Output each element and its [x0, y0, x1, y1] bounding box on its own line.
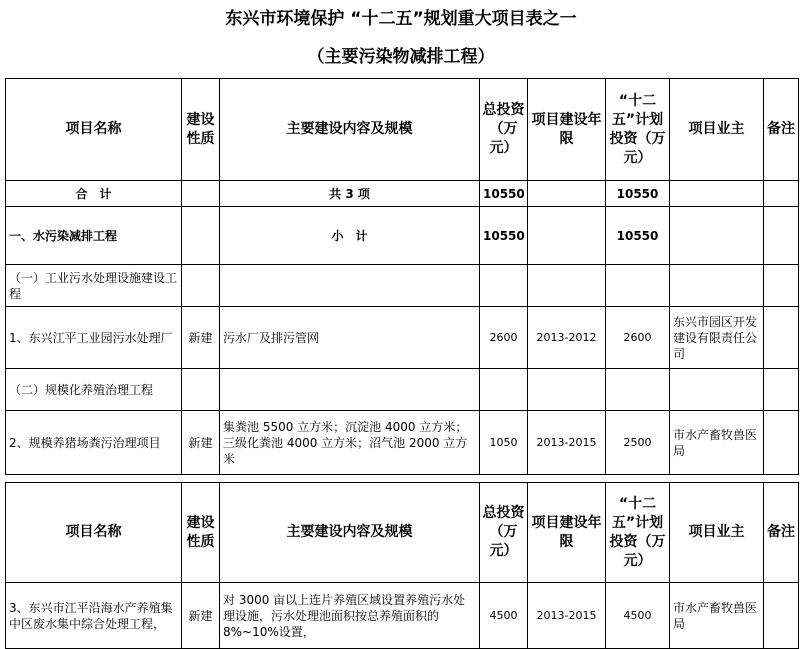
project-owner: 市水产畜牧兽医局: [670, 583, 764, 649]
project-owner: 东兴市园区开发建设有限责任公司: [670, 307, 764, 369]
project-name: 2、规模养猪场粪污治理项目: [6, 411, 182, 475]
project-nature: 新建: [182, 307, 220, 369]
project-plan: 2600: [606, 307, 670, 369]
project-name: 1、东兴江平工业园污水处理厂: [6, 307, 182, 369]
header-total: 总投资（万元）: [480, 79, 528, 181]
project-period: 2013-2015: [528, 583, 606, 649]
project-nature: 新建: [182, 583, 220, 649]
page-title: 东兴市环境保护 “十二五”规划重大项目表之一: [225, 9, 577, 29]
total-label: 合 计: [6, 181, 182, 207]
project-period: 2013-2012: [528, 307, 606, 369]
project-table: [5, 78, 799, 475]
section-total: 10550: [480, 207, 528, 265]
project-plan: 4500: [606, 583, 670, 649]
total-content: 共 3 项: [220, 181, 480, 207]
header-plan: “十二五”计划投资（万元）: [606, 483, 670, 583]
header-remark: 备注: [764, 483, 799, 583]
project-plan: 2500: [606, 411, 670, 475]
header-owner: 项目业主: [670, 79, 764, 181]
table-row: [6, 583, 799, 649]
subsection-row: [6, 265, 799, 307]
header-row: [6, 483, 799, 583]
subsection-row: [6, 369, 799, 411]
header-total: 总投资（万元）: [480, 483, 528, 583]
header-owner: 项目业主: [670, 483, 764, 583]
section-plan: 10550: [606, 207, 670, 265]
total-plan: 10550: [606, 181, 670, 207]
project-owner: 市水产畜牧兽医局: [670, 411, 764, 475]
table-row: [6, 411, 799, 475]
project-name: 3、东兴市江平沿海水产养殖集中区废水集中综合处理工程，: [6, 583, 182, 649]
header-name: 项目名称: [6, 483, 182, 583]
project-total: 1050: [480, 411, 528, 475]
project-period: 2013-2015: [528, 411, 606, 475]
header-period: 项目建设年限: [528, 79, 606, 181]
total-investment: 10550: [480, 181, 528, 207]
header-nature: 建设性质: [182, 79, 220, 181]
section-subtotal: 小 计: [220, 207, 480, 265]
project-content: 集粪池 5500 立方米；沉淀池 4000 立方米；三级化粪池 4000 立方米；沼气池 2000 立方米: [220, 411, 480, 475]
table-row: [6, 307, 799, 369]
header-row: [6, 79, 799, 181]
page-subtitle: （主要污染物减排工程）: [307, 47, 495, 67]
header-plan: “十二五”计划投资（万元）: [606, 79, 670, 181]
header-nature: 建设性质: [182, 483, 220, 583]
subsection-label: （二）规模化养殖治理工程: [6, 369, 182, 411]
project-total: 4500: [480, 583, 528, 649]
header-remark: 备注: [764, 79, 799, 181]
subsection-label: （一）工业污水处理设施建设工程: [6, 265, 182, 307]
project-nature: 新建: [182, 411, 220, 475]
section-row: [6, 207, 799, 265]
section-label: 一、水污染减排工程: [6, 207, 182, 265]
total-row: [6, 181, 799, 207]
project-content: 对 3000 亩以上连片养殖区域设置养殖污水处理设施，污水处理池面积按总养殖面积的 8%~10%设置，: [220, 583, 480, 649]
header-content: 主要建设内容及规模: [220, 79, 480, 181]
header-content: 主要建设内容及规模: [220, 483, 480, 583]
project-table-continued: [5, 482, 799, 649]
project-content: 污水厂及排污管网: [220, 307, 480, 369]
header-name: 项目名称: [6, 79, 182, 181]
header-period: 项目建设年限: [528, 483, 606, 583]
project-total: 2600: [480, 307, 528, 369]
